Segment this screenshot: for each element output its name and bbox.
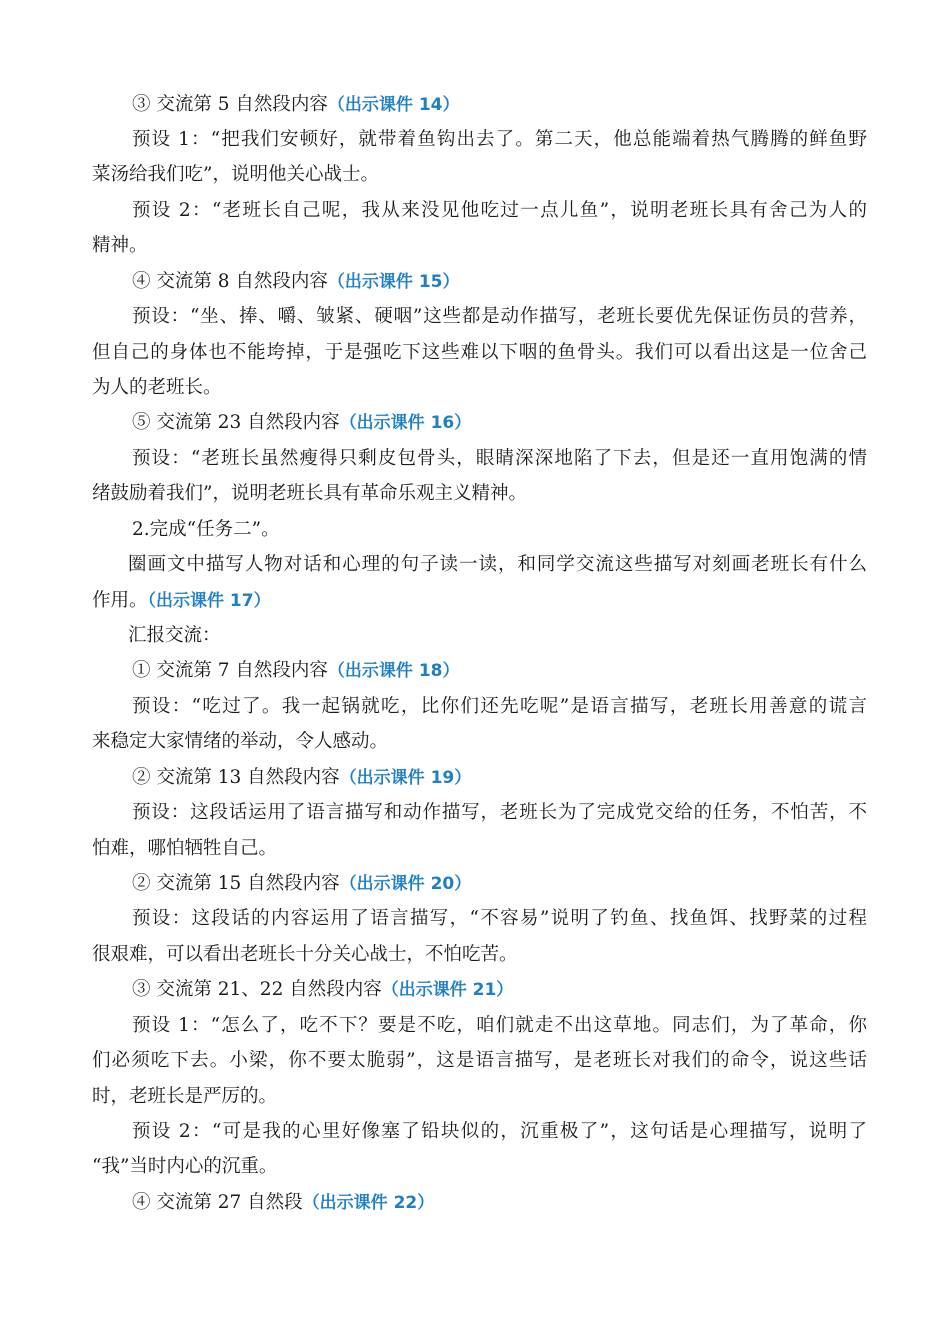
paragraph-line: ⑤ 交流第 23 自然段内容（出示课件 16） bbox=[132, 412, 472, 433]
paragraph-line: ② 交流第 15 自然段内容（出示课件 20） bbox=[132, 873, 472, 894]
courseware-ref: （出示课件 18） bbox=[327, 661, 460, 681]
paragraph-line: 很艰难，可以看出老班长十分关心战士，不怕吃苦。 bbox=[92, 944, 518, 965]
courseware-ref: （出示课件 19） bbox=[339, 768, 472, 788]
paragraph-line: ④ 交流第 27 自然段（出示课件 22） bbox=[132, 1192, 435, 1213]
paragraph-line: 汇报交流： bbox=[128, 625, 221, 646]
section-heading: 2.完成“任务二”。 bbox=[132, 519, 280, 540]
courseware-ref: （出示课件 14） bbox=[327, 95, 460, 115]
courseware-ref: （出示课件 16） bbox=[339, 413, 472, 433]
paragraph-line: 预设：“吃过了。我一起锅就吃，比你们还先吃呢”是语言描写，老班长用善意的谎言 bbox=[132, 696, 867, 717]
paragraph-line: ③ 交流第 5 自然段内容（出示课件 14） bbox=[132, 94, 460, 115]
paragraph-line: 绪鼓励着我们”，说明老班长具有革命乐观主义精神。 bbox=[92, 483, 527, 504]
courseware-ref: （出示课件 15） bbox=[327, 272, 460, 292]
paragraph-line: 圈画文中描写人物对话和心理的句子读一读，和同学交流这些描写对刻画老班长有什么 bbox=[128, 554, 867, 575]
paragraph-line: 时，老班长是严厉的。 bbox=[92, 1086, 278, 1107]
courseware-ref: （出示课件 22） bbox=[302, 1193, 435, 1213]
paragraph-line: ④ 交流第 8 自然段内容（出示课件 15） bbox=[132, 271, 460, 292]
paragraph-line: 作用。（出示课件 17） bbox=[92, 590, 271, 611]
paragraph-line: 精神。 bbox=[92, 235, 148, 256]
paragraph-line: 预设：这段话运用了语言描写和动作描写，老班长为了完成党交给的任务，不怕苦，不 bbox=[132, 802, 867, 823]
paragraph-line: 预设 2：“老班长自己呢，我从来没见他吃过一点儿鱼”，说明老班长具有舍己为人的 bbox=[132, 200, 867, 221]
paragraph-line: 预设：这段话的内容运用了语言描写，“不容易”说明了钓鱼、找鱼饵、找野菜的过程 bbox=[132, 908, 867, 929]
courseware-ref: （出示课件 21） bbox=[381, 980, 514, 1000]
paragraph-line: ② 交流第 13 自然段内容（出示课件 19） bbox=[132, 767, 472, 788]
paragraph-line: 预设：“坐、捧、嚼、皱紧、硬咽”这些都是动作描写，老班长要优先保证伤员的营养， bbox=[132, 306, 867, 327]
paragraph-line: “我”当时内心的沉重。 bbox=[92, 1156, 278, 1177]
paragraph-line: ① 交流第 7 自然段内容（出示课件 18） bbox=[132, 660, 460, 681]
paragraph-line: 预设 2：“可是我的心里好像塞了铅块似的，沉重极了”，这句话是心理描写，说明了 bbox=[132, 1121, 867, 1142]
paragraph-line: 菜汤给我们吃”，说明他关心战士。 bbox=[92, 164, 379, 185]
courseware-ref: （出示课件 20） bbox=[339, 874, 472, 894]
courseware-ref: （出示课件 17） bbox=[147, 591, 271, 611]
paragraph-line: 但自己的身体也不能垮掉，于是强吃下这些难以下咽的鱼骨头。我们可以看出这是一位舍己 bbox=[92, 342, 867, 363]
paragraph-line: 预设 1：“怎么了，吃不下？要是不吃，咱们就走不出这草地。同志们，为了革命，你 bbox=[132, 1015, 867, 1036]
paragraph-line: 预设 1：“把我们安顿好，就带着鱼钩出去了。第二天，他总能端着热气腾腾的鲜鱼野 bbox=[132, 129, 867, 150]
paragraph-line: 怕难，哪怕牺牲自己。 bbox=[92, 838, 278, 859]
paragraph-line: 们必须吃下去。小梁，你不要太脆弱”，这是语言描写，是老班长对我们的命令，说这些话 bbox=[92, 1050, 867, 1071]
paragraph-line: 为人的老班长。 bbox=[92, 377, 222, 398]
paragraph-line: 预设：“老班长虽然瘦得只剩皮包骨头，眼睛深深地陷了下去，但是还一直用饱满的情 bbox=[132, 448, 867, 469]
paragraph-line: ③ 交流第 21、22 自然段内容（出示课件 21） bbox=[132, 979, 514, 1000]
paragraph-line: 来稳定大家情绪的举动，令人感动。 bbox=[92, 731, 389, 752]
